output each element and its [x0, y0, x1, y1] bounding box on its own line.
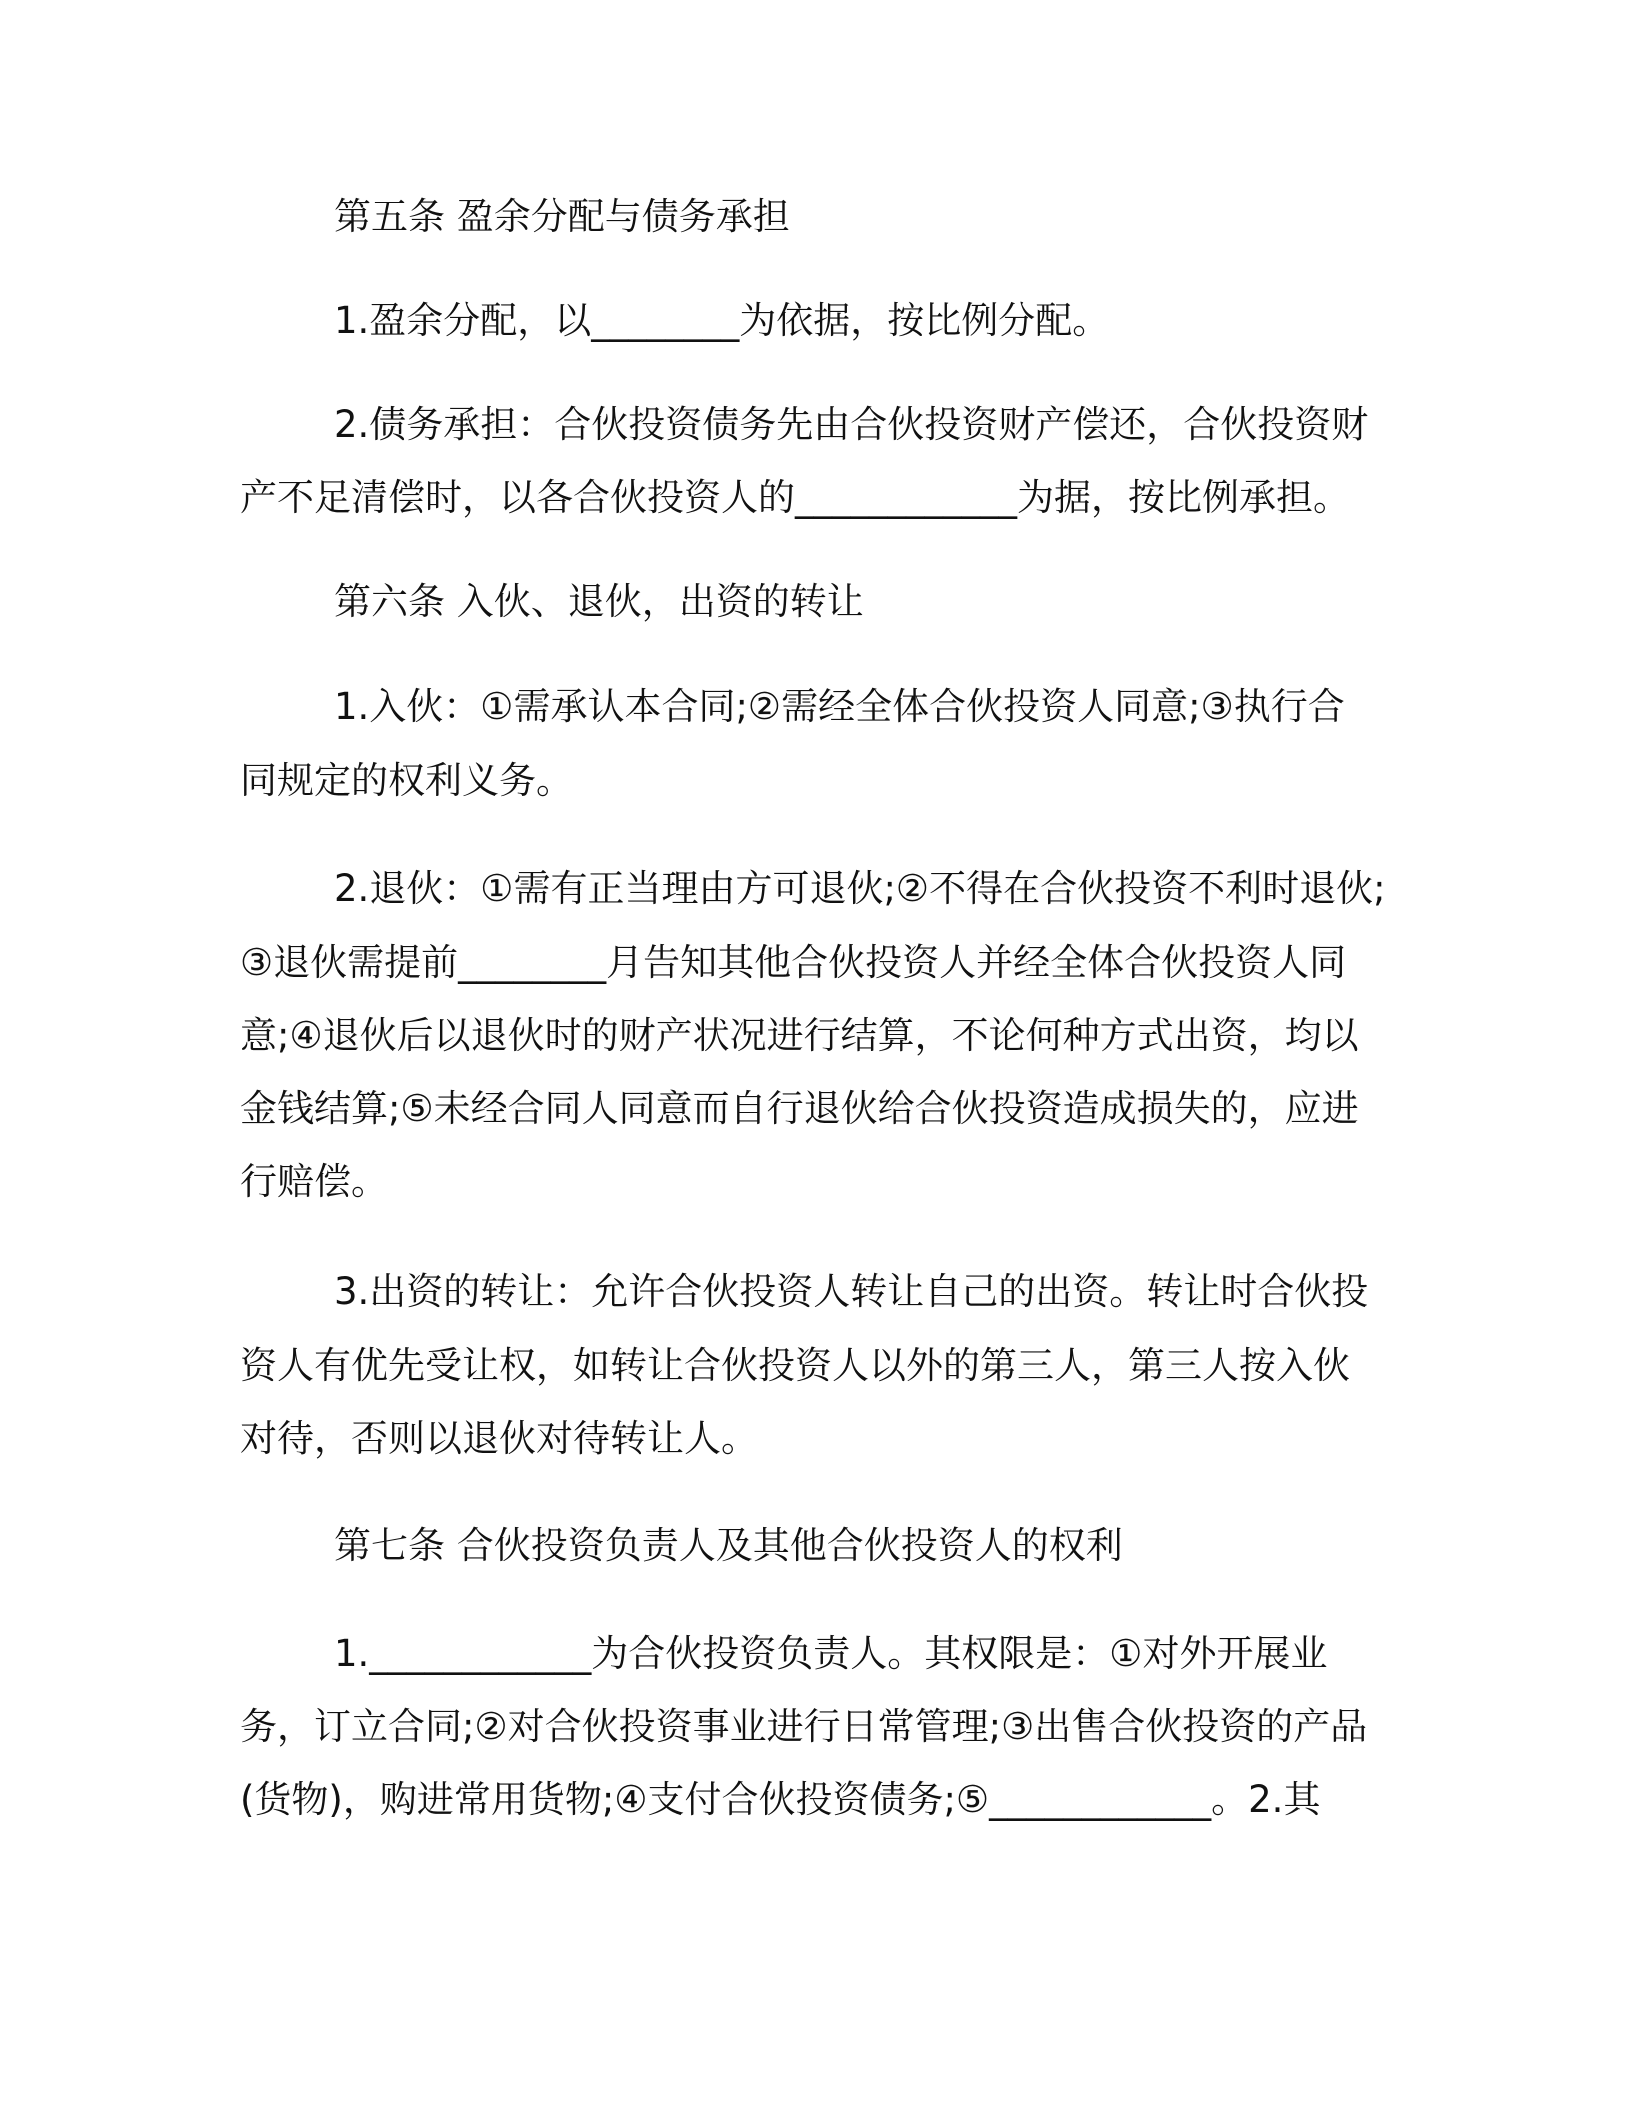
article-5-clause-2-line-2: 产不足清偿时，以各合伙投资人的____________为据，按比例承担。	[240, 476, 1350, 519]
article-6-clause-3-line-2: 资人有优先受让权，如转让合伙投资人以外的第三人，第三人按入伙	[240, 1344, 1350, 1387]
article-6-clause-3-line-3: 对待，否则以退伙对待转让人。	[240, 1417, 758, 1460]
article-6-clause-3-line-1: 3.出资的转让：允许合伙投资人转让自己的出资。转让时合伙投	[334, 1270, 1369, 1313]
article-7-clause-1-line-2: 务，订立合同;②对合伙投资事业进行日常管理;③出售合伙投资的产品	[240, 1705, 1368, 1748]
article-6-clause-2-line-1: 2.退伙：①需有正当理由方可退伙;②不得在合伙投资不利时退伙;	[334, 867, 1386, 910]
article-6-clause-2-line-3: 意;④退伙后以退伙时的财产状况进行结算，不论何种方式出资，均以	[240, 1014, 1359, 1057]
article-6-clause-2-line-4: 金钱结算;⑤未经合同人同意而自行退伙给合伙投资造成损失的，应进	[240, 1087, 1359, 1130]
article-6-clause-1-line-1: 1.入伙：①需承认本合同;②需经全体合伙投资人同意;③执行合	[334, 685, 1345, 728]
article-7-clause-1-line-1: 1.____________为合伙投资负责人。其权限是：①对外开展业	[334, 1632, 1328, 1675]
article-7-heading: 第七条 合伙投资负责人及其他合伙投资人的权利	[334, 1524, 1123, 1567]
article-6-clause-2-line-5: 行赔偿。	[240, 1160, 388, 1203]
article-5-heading: 第五条 盈余分配与债务承担	[334, 195, 790, 238]
article-6-clause-1-line-2: 同规定的权利义务。	[240, 759, 573, 802]
article-6-clause-2-line-2: ③退伙需提前________月告知其他合伙投资人并经全体合伙投资人同	[240, 941, 1347, 984]
article-6-heading: 第六条 入伙、退伙，出资的转让	[334, 580, 864, 623]
article-5-clause-2-line-1: 2.债务承担：合伙投资债务先由合伙投资财产偿还，合伙投资财	[334, 403, 1369, 446]
article-5-clause-1: 1.盈余分配，以________为依据，按比例分配。	[334, 299, 1110, 342]
article-7-clause-1-line-3: (货物)，购进常用货物;④支付合伙投资债务;⑤____________。2.其	[240, 1778, 1321, 1821]
